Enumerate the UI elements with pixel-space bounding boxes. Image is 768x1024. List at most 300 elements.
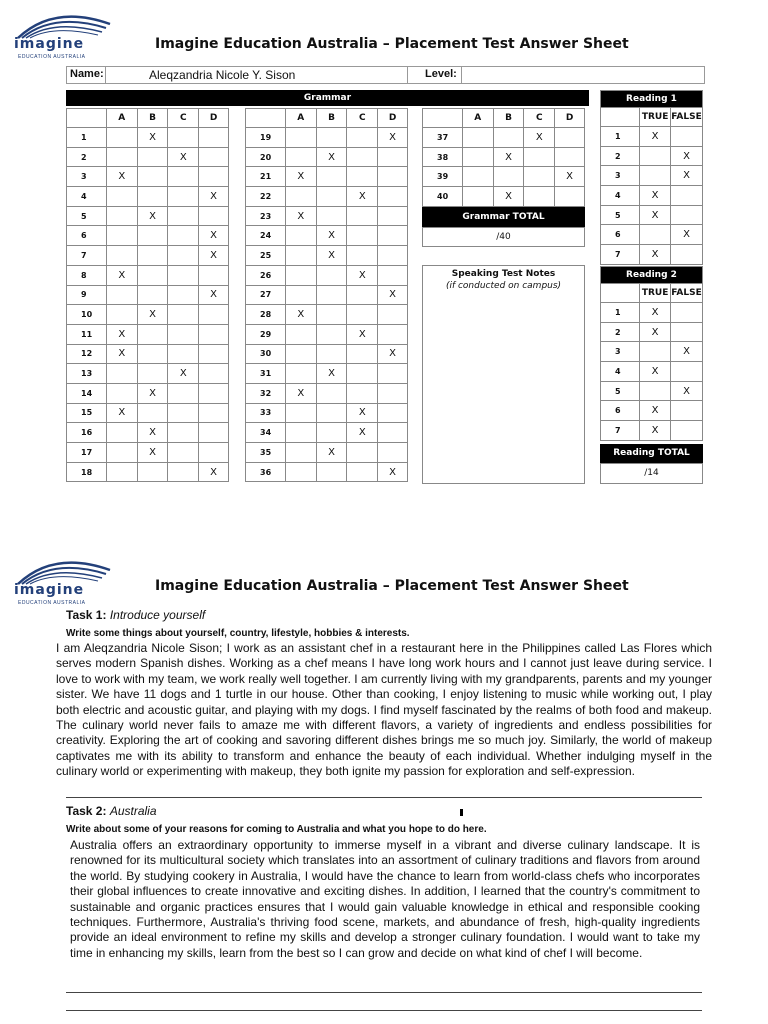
answer-cell-c[interactable]: X <box>347 423 378 443</box>
answer-cell-d[interactable] <box>378 443 408 463</box>
table-row <box>423 147 585 167</box>
answer-cell-b[interactable] <box>137 147 168 167</box>
answer-cell-b[interactable] <box>137 246 168 266</box>
table-row <box>601 205 703 225</box>
answer-cell-d[interactable]: X <box>199 462 229 482</box>
grammar-total-label: Grammar TOTAL <box>422 207 585 227</box>
task-1-instruction: Write some things about yourself, country, lifestyle, hobbies & interests. <box>66 628 410 639</box>
answer-cell-true[interactable]: X <box>640 322 671 342</box>
table-row <box>67 246 229 266</box>
question-number: 27 <box>246 285 286 305</box>
answer-line <box>66 797 702 798</box>
question-number: 24 <box>246 226 286 246</box>
header-cell <box>601 284 640 303</box>
table-row <box>246 226 408 246</box>
answer-cell-a[interactable] <box>106 383 137 403</box>
table-row <box>246 265 408 285</box>
answer-cell-c[interactable]: X <box>168 147 199 167</box>
answer-cell-b[interactable]: X <box>137 305 168 325</box>
reading-total-label: Reading TOTAL <box>600 444 703 463</box>
answer-cell-d[interactable] <box>378 383 408 403</box>
answer-cell-d[interactable] <box>199 305 229 325</box>
table-row <box>246 147 408 167</box>
grammar-table-37-40 <box>422 108 585 207</box>
answer-cell-a[interactable] <box>462 128 493 148</box>
answer-cell-d[interactable]: X <box>378 285 408 305</box>
option-header: D <box>199 109 229 128</box>
answer-cell-a[interactable] <box>285 285 316 305</box>
question-number: 37 <box>423 128 463 148</box>
answer-cell-d[interactable]: X <box>199 226 229 246</box>
reading-2-table <box>600 266 703 441</box>
answer-cell-true[interactable]: X <box>640 362 671 382</box>
answer-cell-false[interactable]: X <box>671 342 703 362</box>
answer-cell-c[interactable] <box>347 285 378 305</box>
answer-cell-d[interactable] <box>378 265 408 285</box>
question-number: 16 <box>67 423 107 443</box>
answer-cell-c[interactable] <box>524 147 555 167</box>
answer-cell-true[interactable]: X <box>640 186 671 206</box>
answer-cell-c[interactable] <box>347 364 378 384</box>
answer-cell-a[interactable] <box>106 305 137 325</box>
table-row <box>246 443 408 463</box>
table-row <box>67 462 229 482</box>
answer-cell-d[interactable] <box>199 128 229 148</box>
answer-cell-false[interactable] <box>671 186 703 206</box>
answer-cell-d[interactable] <box>555 187 585 207</box>
answer-cell-d[interactable] <box>378 187 408 207</box>
name-level-bar <box>66 66 705 84</box>
table-row <box>246 246 408 266</box>
answer-cell-c[interactable] <box>347 305 378 325</box>
answer-cell-b[interactable]: X <box>316 246 347 266</box>
answer-cell-d[interactable] <box>378 364 408 384</box>
answer-cell-b[interactable]: X <box>316 226 347 246</box>
answer-cell-true[interactable]: X <box>640 127 671 147</box>
answer-cell-a[interactable]: X <box>106 324 137 344</box>
answer-cell-d[interactable] <box>378 305 408 325</box>
answer-cell-a[interactable] <box>106 364 137 384</box>
answer-cell-d[interactable] <box>378 226 408 246</box>
answer-cell-c[interactable] <box>347 443 378 463</box>
answer-cell-a[interactable]: X <box>285 305 316 325</box>
answer-cell-a[interactable]: X <box>285 383 316 403</box>
answer-cell-a[interactable] <box>285 344 316 364</box>
table-row <box>423 167 585 187</box>
answer-cell-a[interactable] <box>106 128 137 148</box>
question-number: 9 <box>67 285 107 305</box>
answer-cell-c[interactable]: X <box>524 128 555 148</box>
question-number: 15 <box>67 403 107 423</box>
answer-cell-c[interactable]: X <box>347 187 378 207</box>
question-number: 18 <box>67 462 107 482</box>
option-header: A <box>285 109 316 128</box>
answer-cell-a[interactable] <box>285 462 316 482</box>
answer-cell-c[interactable] <box>168 305 199 325</box>
header-cell <box>67 109 107 128</box>
task-2-heading <box>66 804 157 818</box>
answer-cell-false[interactable] <box>671 362 703 382</box>
answer-cell-b[interactable] <box>137 167 168 187</box>
task-2-answer[interactable]: Australia offers an extraordinary opportunity to immerse myself in a vibrant and diverse culinary landscape. It is renowned for its multicultural society which translates into an assortment of culinary traditions and flavors from around the world. By studying cookery in Australia, I would have the chance to learn from world-class chefs who incorporates their global influences to create innovative and exciting dishes. In addition, I learned that the country's commitment to sustainable and organic practices ensures that I would gain valuable knowledge in ethical and responsible cooking techniques. Furthermore, Australia's thriving food scene, markets, and abundance of fresh, high-quality ingredients provide an ideal environment to refine my skills and develop a stronger culinary foundation. I would want to take my time in enhancing my skills, learn from the best so I can grow and decide on what kind of chef I will become. <box>70 838 700 960</box>
option-header: D <box>555 109 585 128</box>
answer-sheet-page-2 <box>0 540 768 1024</box>
answer-cell-false[interactable]: X <box>671 146 703 166</box>
answer-cell-c[interactable] <box>168 265 199 285</box>
answer-cell-c[interactable]: X <box>347 324 378 344</box>
question-number: 1 <box>67 128 107 148</box>
answer-cell-c[interactable]: X <box>347 403 378 423</box>
question-number: 21 <box>246 167 286 187</box>
answer-cell-d[interactable]: X <box>555 167 585 187</box>
answer-cell-c[interactable] <box>168 403 199 423</box>
table-row <box>246 206 408 226</box>
question-number: 5 <box>67 206 107 226</box>
answer-cell-c[interactable] <box>347 147 378 167</box>
answer-cell-a[interactable]: X <box>106 265 137 285</box>
answer-cell-c[interactable] <box>168 324 199 344</box>
question-number: 4 <box>67 187 107 207</box>
answer-cell-a[interactable] <box>285 147 316 167</box>
answer-cell-d[interactable] <box>555 147 585 167</box>
answer-cell-a[interactable] <box>106 443 137 463</box>
table-row <box>67 403 229 423</box>
answer-cell-c[interactable] <box>168 226 199 246</box>
truefalse-header: FALSE <box>671 284 703 303</box>
table-row <box>601 342 703 362</box>
answer-cell-c[interactable] <box>524 187 555 207</box>
answer-cell-b[interactable] <box>316 423 347 443</box>
speaking-notes-box[interactable] <box>422 265 585 484</box>
answer-cell-c[interactable] <box>168 285 199 305</box>
answer-cell-b[interactable] <box>493 128 524 148</box>
answer-cell-b[interactable]: X <box>493 147 524 167</box>
answer-cell-c[interactable] <box>168 443 199 463</box>
answer-cell-d[interactable] <box>199 324 229 344</box>
answer-cell-d[interactable] <box>378 246 408 266</box>
answer-cell-d[interactable]: X <box>199 187 229 207</box>
answer-cell-a[interactable] <box>106 187 137 207</box>
answer-cell-b[interactable] <box>137 226 168 246</box>
answer-cell-b[interactable] <box>493 167 524 187</box>
logo-wordmark: imagine <box>14 36 85 52</box>
answer-cell-b[interactable] <box>316 305 347 325</box>
answer-cell-c[interactable] <box>524 167 555 187</box>
answer-cell-d[interactable] <box>199 423 229 443</box>
option-header: B <box>493 109 524 128</box>
answer-cell-c[interactable] <box>168 167 199 187</box>
answer-cell-d[interactable] <box>199 265 229 285</box>
table-row <box>67 305 229 325</box>
question-number: 1 <box>601 127 640 147</box>
answer-cell-a[interactable] <box>462 147 493 167</box>
answer-cell-false[interactable] <box>671 421 703 441</box>
answer-cell-d[interactable] <box>199 364 229 384</box>
answer-cell-a[interactable] <box>285 246 316 266</box>
answer-cell-false[interactable] <box>671 401 703 421</box>
answer-cell-d[interactable] <box>199 344 229 364</box>
answer-cell-b[interactable] <box>137 344 168 364</box>
answer-cell-true[interactable] <box>640 225 671 245</box>
reading-1-table <box>600 90 703 265</box>
question-number: 13 <box>67 364 107 384</box>
answer-cell-b[interactable] <box>316 344 347 364</box>
answer-cell-d[interactable]: X <box>199 285 229 305</box>
answer-cell-c[interactable] <box>347 206 378 226</box>
grammar-table-1-18 <box>66 108 229 482</box>
speaking-notes-subtitle: (if conducted on campus) <box>445 281 562 291</box>
table-row <box>246 305 408 325</box>
answer-cell-a[interactable] <box>285 443 316 463</box>
answer-cell-false[interactable] <box>671 127 703 147</box>
answer-cell-c[interactable] <box>347 167 378 187</box>
reading-header-row <box>601 267 703 284</box>
answer-cell-d[interactable]: X <box>378 128 408 148</box>
answer-cell-b[interactable]: X <box>137 206 168 226</box>
table-row <box>601 146 703 166</box>
answer-cell-b[interactable] <box>137 285 168 305</box>
answer-cell-d[interactable] <box>378 403 408 423</box>
answer-cell-true[interactable]: X <box>640 401 671 421</box>
answer-cell-true[interactable] <box>640 146 671 166</box>
question-number: 3 <box>601 342 640 362</box>
answer-cell-c[interactable] <box>347 226 378 246</box>
reading-header: Reading 1 <box>601 91 703 108</box>
answer-cell-d[interactable] <box>199 443 229 463</box>
option-header: A <box>106 109 137 128</box>
imagine-logo <box>14 556 114 608</box>
answer-cell-false[interactable] <box>671 322 703 342</box>
option-header: C <box>347 109 378 128</box>
answer-cell-true[interactable] <box>640 342 671 362</box>
answer-cell-true[interactable] <box>640 166 671 186</box>
answer-cell-b[interactable] <box>316 285 347 305</box>
answer-cell-d[interactable] <box>199 147 229 167</box>
task-1-label: Task 1: <box>66 608 107 622</box>
answer-cell-a[interactable] <box>106 285 137 305</box>
answer-cell-b[interactable] <box>316 324 347 344</box>
answer-cell-b[interactable] <box>137 462 168 482</box>
question-number: 14 <box>67 383 107 403</box>
answer-cell-a[interactable] <box>285 128 316 148</box>
answer-cell-d[interactable] <box>378 167 408 187</box>
answer-cell-a[interactable] <box>285 423 316 443</box>
answer-cell-b[interactable] <box>137 265 168 285</box>
option-header: B <box>137 109 168 128</box>
question-number: 1 <box>601 303 640 323</box>
answer-cell-d[interactable] <box>378 206 408 226</box>
table-row <box>67 423 229 443</box>
answer-cell-a[interactable] <box>462 187 493 207</box>
answer-cell-a[interactable] <box>462 167 493 187</box>
answer-cell-c[interactable]: X <box>168 364 199 384</box>
answer-cell-b[interactable] <box>316 462 347 482</box>
page-title: Imagine Education Australia – Placement Test Answer Sheet <box>155 36 629 52</box>
table-row <box>601 362 703 382</box>
answer-cell-d[interactable] <box>378 423 408 443</box>
reading-total-value[interactable]: /14 <box>600 463 703 484</box>
task-1-answer[interactable]: I am Aleqzandria Nicole Sison; I work as an assistant chef in a restaurant here in the Philippines called Las Flores which serves modern Spanish dishes. Working as a chef means I have long work hours and I cannot just leave during service. I love to work with my team, we work really well together. I am currently living with my grandparents, parents and my younger sister. We have 11 dogs and 1 turtle in our house. Other than cooking, I enjoy listening to music while working out, I play both electric and acoustic guitar, and playing with my dogs. I find myself fascinated by the realms of both food and makeup. The culinary world never fails to amaze me with different flavors, a variety of ingredients and endless possibilities for creativity. Exploring the art of cooking and savoring different dishes brings me so much joy. Similarly, the world of makeup captivates me with its ability to transform and enhance the beauty of each individual. Whether indulging myself in the culinary world or experimenting with makeup, they both ignite my passion for exploration and self-expression. <box>56 641 712 779</box>
answer-cell-b[interactable]: X <box>137 443 168 463</box>
answer-cell-a[interactable] <box>106 147 137 167</box>
answer-cell-d[interactable]: X <box>199 246 229 266</box>
answer-cell-a[interactable]: X <box>106 403 137 423</box>
answer-cell-c[interactable] <box>347 383 378 403</box>
answer-cell-c[interactable] <box>168 383 199 403</box>
answer-cell-a[interactable] <box>285 226 316 246</box>
answer-cell-c[interactable] <box>168 187 199 207</box>
question-number: 5 <box>601 381 640 401</box>
answer-cell-false[interactable]: X <box>671 225 703 245</box>
answer-cell-d[interactable] <box>378 147 408 167</box>
answer-cell-d[interactable]: X <box>378 344 408 364</box>
answer-cell-c[interactable] <box>168 128 199 148</box>
table-row <box>67 265 229 285</box>
question-number: 32 <box>246 383 286 403</box>
answer-cell-b[interactable]: X <box>137 423 168 443</box>
task-2-label: Task 2: <box>66 804 107 818</box>
truefalse-header: FALSE <box>671 108 703 127</box>
answer-cell-b[interactable] <box>316 187 347 207</box>
answer-cell-c[interactable] <box>168 206 199 226</box>
answer-cell-c[interactable] <box>168 246 199 266</box>
answer-cell-false[interactable]: X <box>671 381 703 401</box>
table-row <box>246 324 408 344</box>
answer-cell-a[interactable]: X <box>106 167 137 187</box>
answer-cell-a[interactable] <box>106 226 137 246</box>
answer-cell-b[interactable]: X <box>137 128 168 148</box>
answer-cell-d[interactable] <box>199 206 229 226</box>
answer-cell-c[interactable] <box>347 462 378 482</box>
answer-cell-a[interactable] <box>106 206 137 226</box>
answer-cell-b[interactable] <box>316 265 347 285</box>
reading-header-row <box>601 91 703 108</box>
answer-cell-c[interactable]: X <box>347 265 378 285</box>
answer-cell-a[interactable]: X <box>285 167 316 187</box>
answer-cell-b[interactable] <box>316 128 347 148</box>
answer-cell-c[interactable] <box>168 462 199 482</box>
answer-cell-a[interactable] <box>285 403 316 423</box>
table-row <box>67 344 229 364</box>
answer-cell-b[interactable] <box>137 403 168 423</box>
question-number: 17 <box>67 443 107 463</box>
answer-cell-b[interactable] <box>316 383 347 403</box>
name-field[interactable]: Aleqzandria Nicole Y. Sison <box>149 68 296 82</box>
header-cell <box>601 108 640 127</box>
question-number: 4 <box>601 186 640 206</box>
answer-cell-c[interactable] <box>347 128 378 148</box>
table-row <box>423 187 585 207</box>
answer-cell-b[interactable] <box>137 364 168 384</box>
question-number: 2 <box>601 146 640 166</box>
table-row <box>246 285 408 305</box>
table-row <box>246 403 408 423</box>
answer-cell-a[interactable]: X <box>285 206 316 226</box>
answer-cell-false[interactable] <box>671 205 703 225</box>
table-row <box>601 322 703 342</box>
answer-cell-a[interactable]: X <box>106 344 137 364</box>
answer-cell-a[interactable] <box>106 246 137 266</box>
question-number: 6 <box>601 225 640 245</box>
grammar-total-value[interactable]: /40 <box>422 227 585 247</box>
answer-cell-c[interactable] <box>168 344 199 364</box>
answer-cell-d[interactable] <box>199 383 229 403</box>
answer-cell-true[interactable]: X <box>640 421 671 441</box>
table-row <box>67 206 229 226</box>
answer-cell-b[interactable]: X <box>316 147 347 167</box>
answer-cell-b[interactable] <box>137 187 168 207</box>
answer-cell-a[interactable] <box>106 462 137 482</box>
grammar-table-19-36 <box>245 108 408 482</box>
answer-cell-false[interactable]: X <box>671 166 703 186</box>
answer-line <box>66 992 702 993</box>
question-number: 5 <box>601 205 640 225</box>
answer-cell-b[interactable]: X <box>316 443 347 463</box>
answer-cell-false[interactable] <box>671 245 703 265</box>
answer-cell-c[interactable] <box>168 423 199 443</box>
answer-cell-c[interactable] <box>347 246 378 266</box>
question-number: 20 <box>246 147 286 167</box>
table-row <box>67 128 229 148</box>
task-1-heading <box>66 608 205 622</box>
answer-cell-b[interactable] <box>137 324 168 344</box>
answer-cell-d[interactable]: X <box>378 462 408 482</box>
answer-cell-b[interactable] <box>316 206 347 226</box>
table-row <box>246 344 408 364</box>
answer-cell-a[interactable] <box>285 324 316 344</box>
table-row <box>601 186 703 206</box>
answer-cell-a[interactable] <box>285 187 316 207</box>
answer-cell-b[interactable] <box>316 403 347 423</box>
answer-cell-a[interactable] <box>285 265 316 285</box>
stray-mark <box>460 809 463 816</box>
answer-cell-true[interactable]: X <box>640 205 671 225</box>
question-number: 12 <box>67 344 107 364</box>
answer-cell-b[interactable]: X <box>493 187 524 207</box>
option-header: B <box>316 109 347 128</box>
answer-cell-a[interactable] <box>106 423 137 443</box>
question-number: 3 <box>67 167 107 187</box>
answer-cell-d[interactable] <box>378 324 408 344</box>
answer-cell-d[interactable] <box>199 403 229 423</box>
header-cell <box>246 109 286 128</box>
answer-cell-c[interactable] <box>347 344 378 364</box>
table-row <box>246 383 408 403</box>
answer-cell-b[interactable]: X <box>137 383 168 403</box>
imagine-logo <box>14 10 114 62</box>
table-row <box>67 187 229 207</box>
question-number: 22 <box>246 187 286 207</box>
answer-cell-a[interactable] <box>285 364 316 384</box>
answer-cell-true[interactable]: X <box>640 303 671 323</box>
question-number: 7 <box>601 421 640 441</box>
question-number: 38 <box>423 147 463 167</box>
answer-cell-false[interactable] <box>671 303 703 323</box>
question-number: 33 <box>246 403 286 423</box>
table-row <box>67 226 229 246</box>
question-number: 7 <box>601 245 640 265</box>
answer-cell-d[interactable] <box>199 167 229 187</box>
answer-cell-b[interactable] <box>316 167 347 187</box>
answer-cell-d[interactable] <box>555 128 585 148</box>
question-number: 3 <box>601 166 640 186</box>
question-number: 6 <box>601 401 640 421</box>
answer-cell-true[interactable] <box>640 381 671 401</box>
table-row <box>601 127 703 147</box>
answer-cell-b[interactable]: X <box>316 364 347 384</box>
answer-cell-true[interactable]: X <box>640 245 671 265</box>
table-row <box>601 225 703 245</box>
